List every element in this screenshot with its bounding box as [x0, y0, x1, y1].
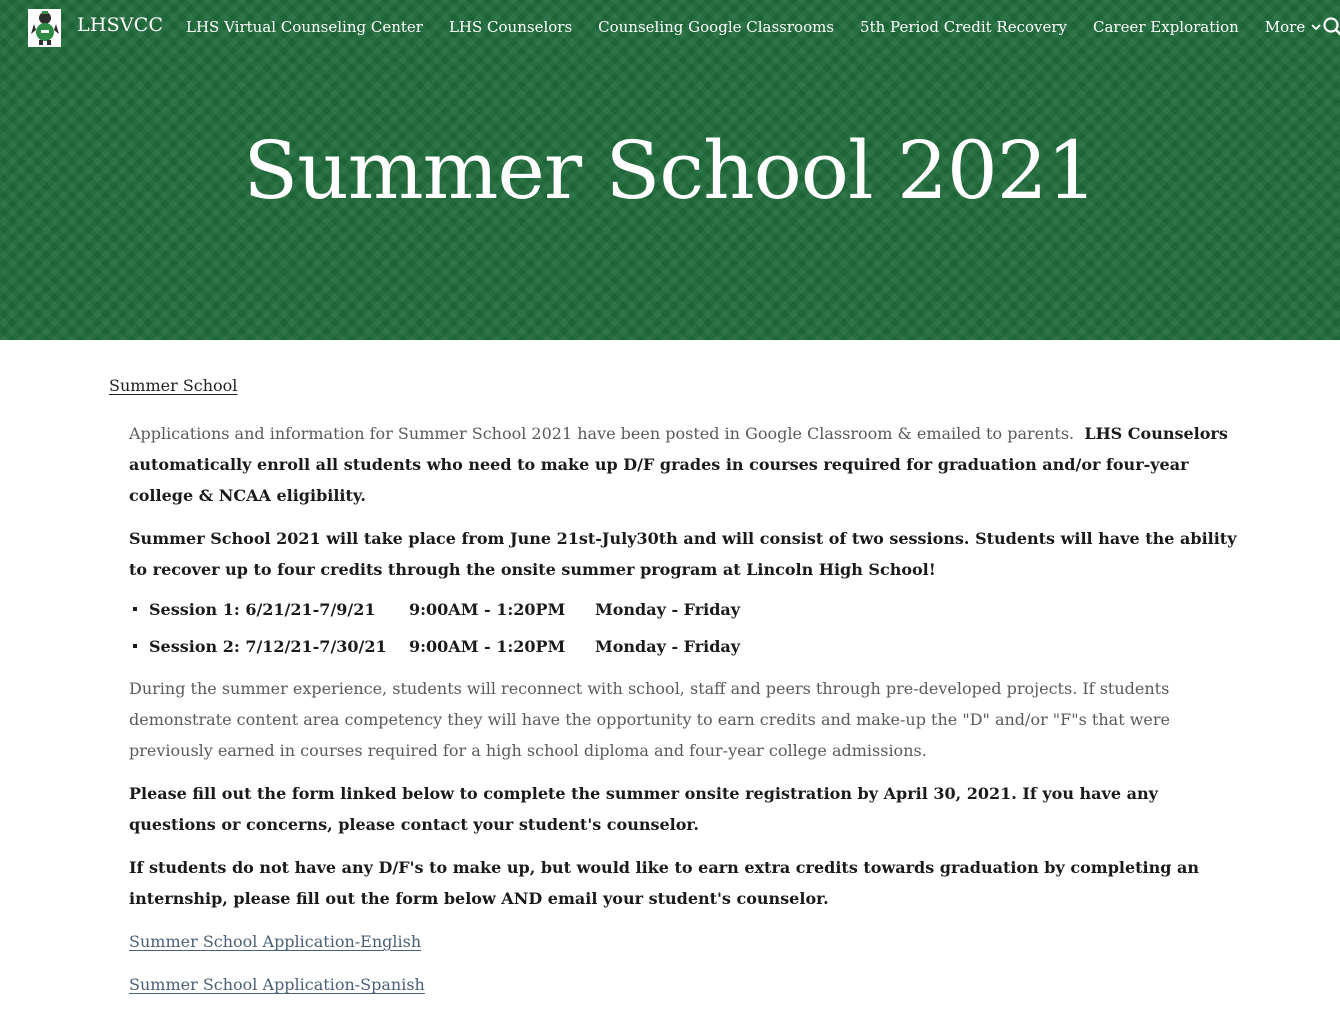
- nav-more-menu[interactable]: [1265, 18, 1322, 36]
- nav-item-lhs-counselors[interactable]: LHS Counselors: [448, 18, 573, 36]
- header-banner: [0, 0, 1340, 340]
- link-row: [129, 969, 1249, 1012]
- main-nav: [186, 18, 1322, 36]
- chevron-down-icon: [1310, 21, 1322, 33]
- nav-item-counseling-google-classrooms[interactable]: Counseling Google Classrooms: [598, 18, 835, 36]
- intro-text: Applications and information for Summer School 2021 have been posted in Google Classroom & emailed to parents.: [129, 424, 1075, 443]
- paragraph-intro: [129, 418, 1249, 511]
- session-time: 9:00AM - 1:20PM: [409, 600, 566, 619]
- paragraph-internship: If students do not have any D/F's to make up, but would like to earn extra credits towards graduation by completing an internship, please fill out the form below AND email your student's counselor.: [129, 858, 1200, 908]
- search-icon[interactable]: [1322, 16, 1340, 38]
- nav-more-label: More: [1264, 18, 1306, 36]
- list-item: [129, 628, 1249, 665]
- sessions-list: [129, 591, 1249, 665]
- paragraph-registration: Please fill out the form linked below to complete the summer onsite registration by April 30, 2021. If you have any questions or concerns, please contact your student's counselor.: [129, 784, 1158, 834]
- paragraph-dates: Summer School 2021 will take place from June 21st-July30th and will consist of two sessions. Students will have the ability to recover up to four credits through the onsite summer program at Lincoln High School!: [129, 529, 1237, 579]
- application-english-link[interactable]: Summer School Application-English: [129, 932, 422, 951]
- nav-item-career-exploration[interactable]: Career Exploration: [1093, 18, 1239, 36]
- section-heading: Summer School: [109, 376, 238, 395]
- paragraph-experience: During the summer experience, students will reconnect with school, staff and peers through pre-developed projects. If students demonstrate content area competency they will have the opportunity to earn credits and make-up the "D" and/or "F"s that were previously earned in courses required for a high school diploma and four-year college admissions.: [129, 679, 1170, 760]
- application-spanish-link[interactable]: Summer School Application-Spanish: [129, 975, 425, 994]
- session-time: 9:00AM - 1:20PM: [409, 637, 566, 656]
- site-title[interactable]: LHSVCC: [77, 14, 164, 36]
- session-name: Session 1: 6/21/21-7/9/21: [149, 600, 376, 619]
- nav-item-credit-recovery[interactable]: 5th Period Credit Recovery: [860, 18, 1068, 36]
- content-body: [129, 418, 1249, 1012]
- session-days: Monday - Friday: [595, 637, 741, 656]
- session-name: Session 2: 7/12/21-7/30/21: [149, 637, 387, 656]
- intro-bold-text: LHS Counselors automatically enroll all students who need to make up D/F grades in courses required for graduation and/or four-year college & NCAA eligibility.: [129, 424, 1228, 505]
- page-title: Summer School 2021: [243, 124, 1097, 217]
- list-item: [129, 591, 1249, 628]
- nav-item-virtual-counseling-center[interactable]: LHS Virtual Counseling Center: [186, 18, 423, 36]
- session-days: Monday - Friday: [595, 600, 741, 619]
- link-row: [129, 926, 1249, 969]
- top-navigation-bar: [0, 0, 1340, 56]
- hornet-mascot-logo[interactable]: [28, 9, 61, 47]
